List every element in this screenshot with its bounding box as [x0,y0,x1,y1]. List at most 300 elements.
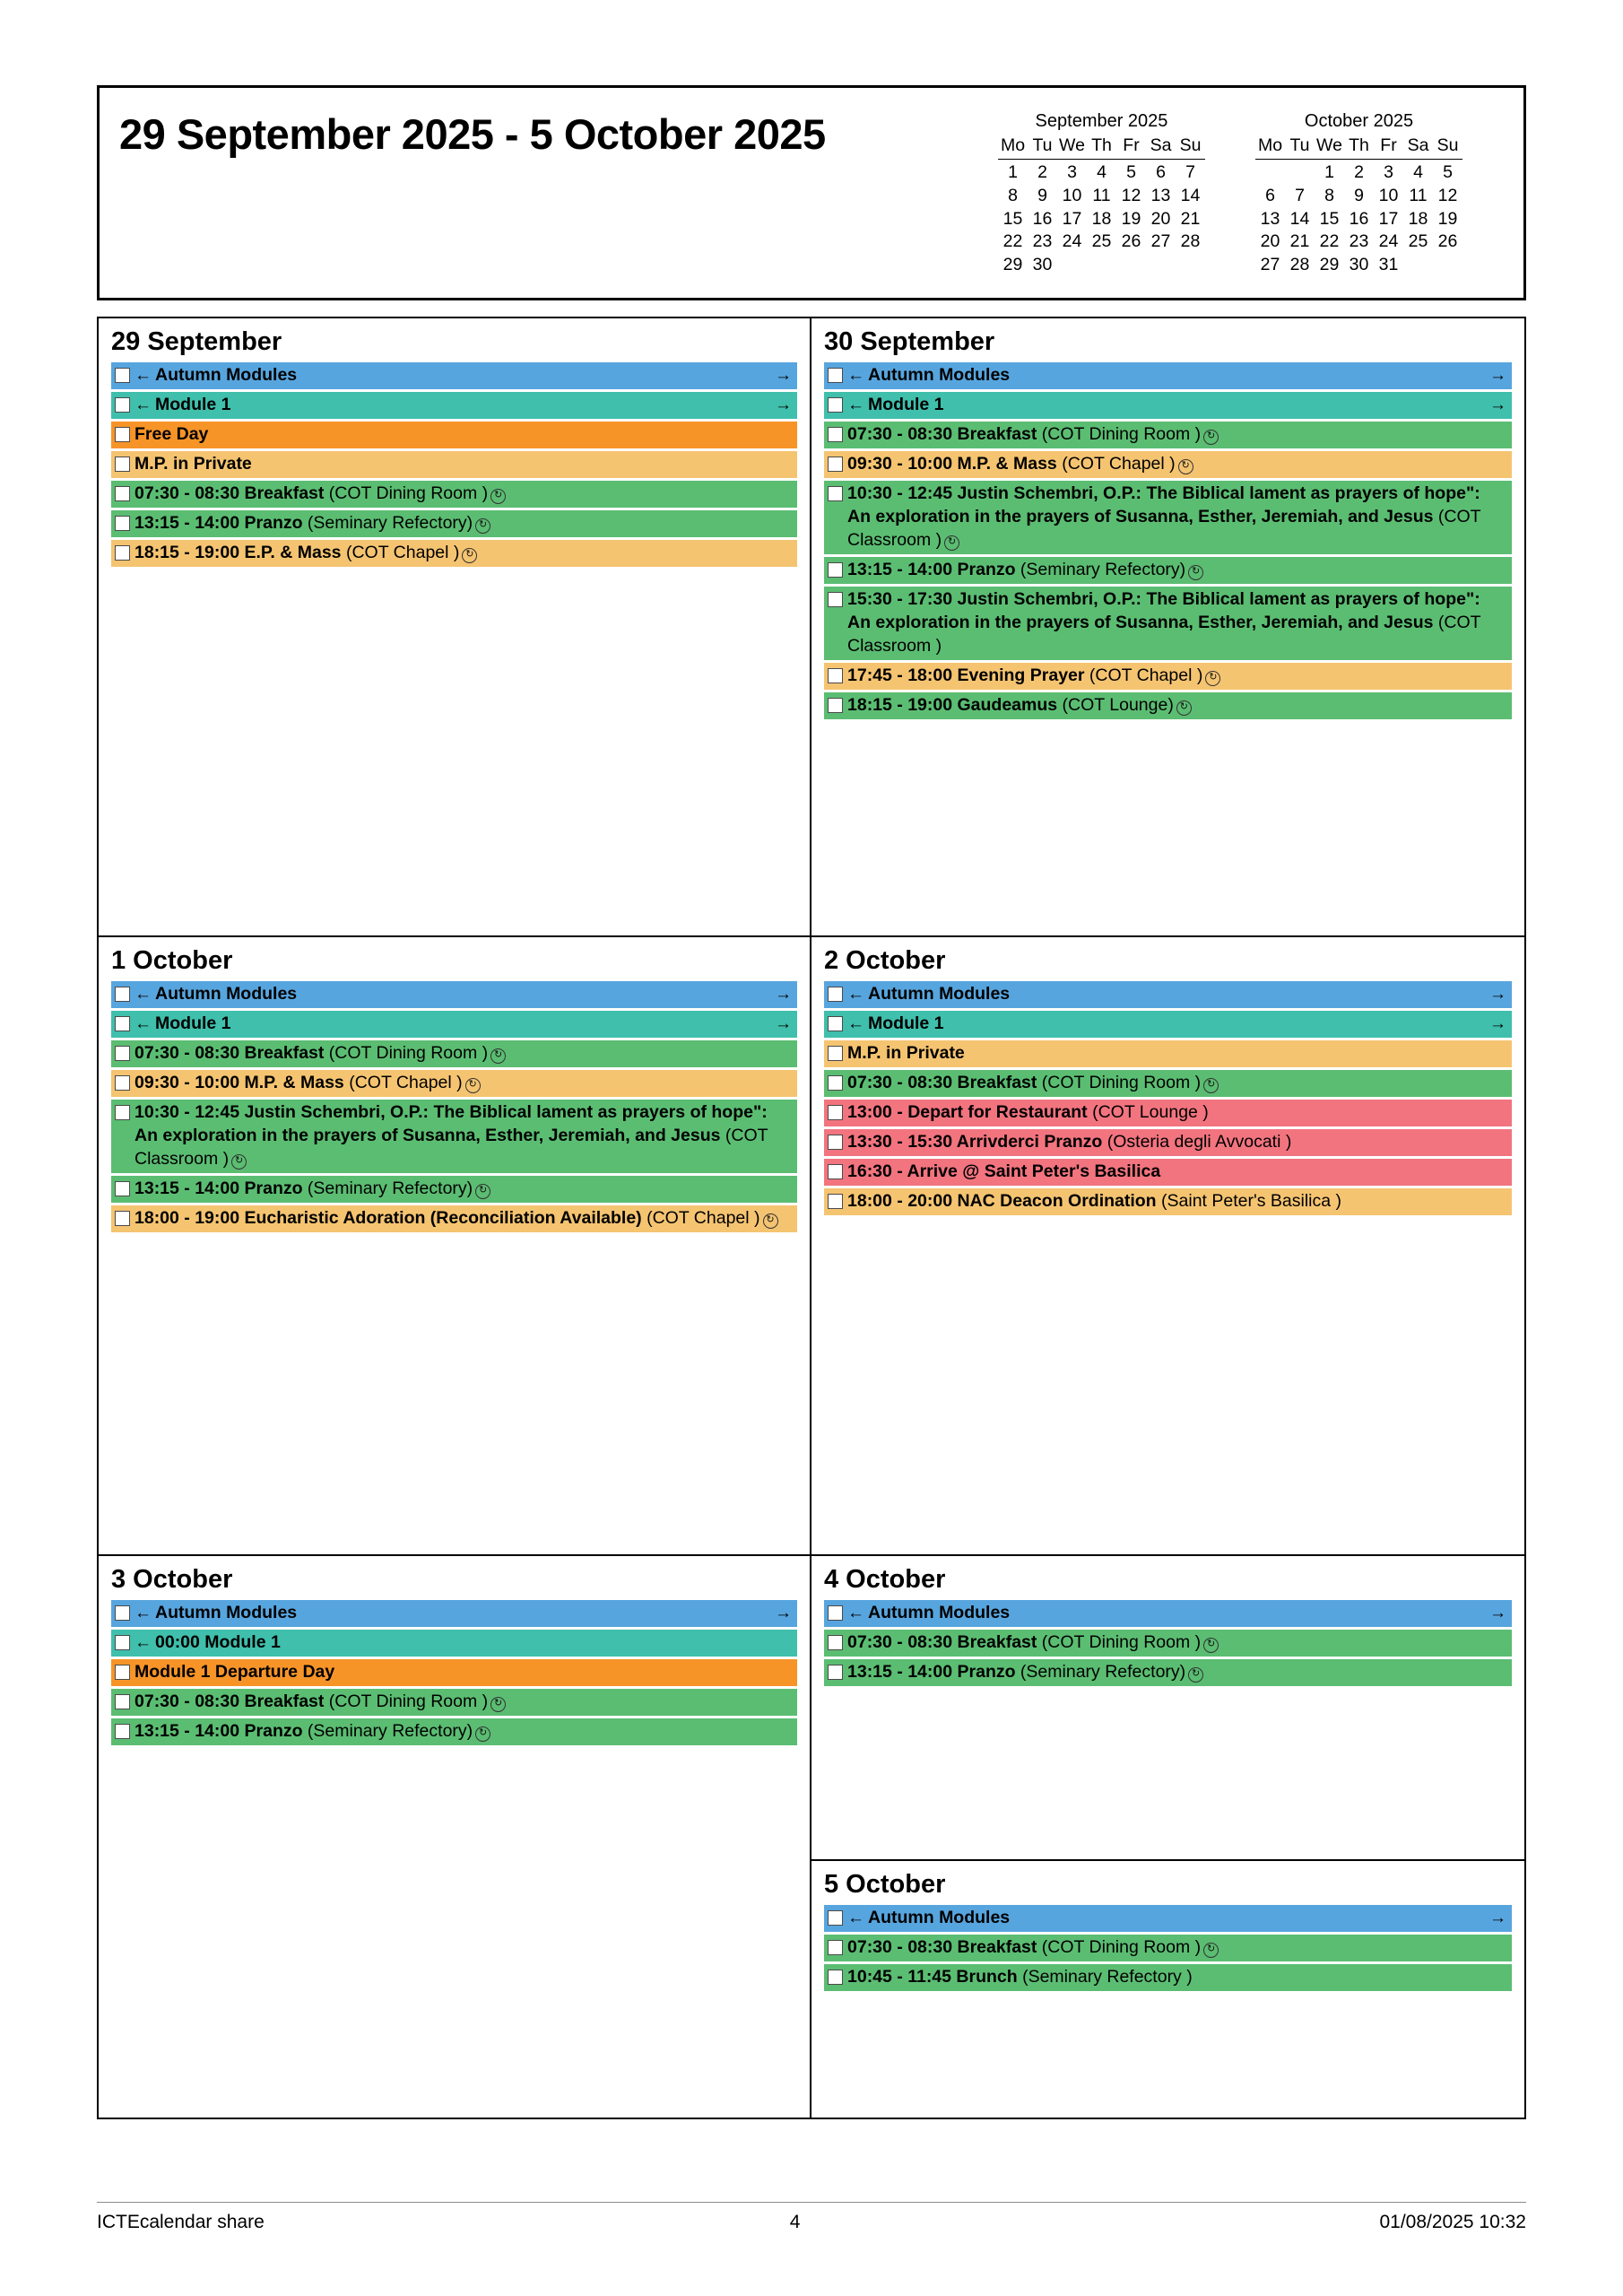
mini-month-day[interactable]: 11 [1092,185,1111,205]
mini-month [1255,109,1462,277]
weekday-label: Sa [1150,135,1172,156]
day-title: 4 October [824,1565,946,1594]
event-checkbox[interactable] [828,1046,843,1061]
mini-month-day[interactable]: 31 [1378,255,1399,275]
event-checkbox[interactable] [115,1605,130,1621]
mini-month-day[interactable]: 11 [1409,185,1428,205]
mini-month-day[interactable]: 24 [1378,231,1399,252]
mini-month-day[interactable]: 5 [1126,162,1136,183]
event-checkbox[interactable] [115,1105,130,1120]
day-cell-29-september [99,318,812,937]
event-checkbox[interactable] [828,1105,843,1120]
mini-month-day[interactable]: 28 [1289,255,1310,275]
event-checkbox[interactable] [115,545,130,561]
event-title: Justin Schembri, O.P.: The Biblical lament as prayers of hope": An exploration in the prayers of Susanna, Esther, Jeremiah, and Jesus [135,1102,768,1145]
event-location: (Seminary Refectory) [302,1178,473,1198]
calendar-event[interactable] [824,362,1512,389]
event-body [868,394,1510,417]
recurring-event-icon: ↻ [490,1697,506,1712]
mini-month-day[interactable] [1255,161,1285,185]
mini-month-day[interactable]: 4 [1413,162,1423,183]
calendar-event[interactable] [824,451,1512,478]
week-grid [97,317,1526,2119]
recurring-event-icon: ↻ [1203,1638,1219,1653]
calendar-event[interactable] [111,451,797,478]
calendar-event[interactable] [111,540,797,567]
mini-month-day[interactable]: 29 [1319,255,1340,275]
mini-month-weekday-row [998,135,1205,160]
calendar-event[interactable] [111,1689,797,1716]
calendar-event[interactable] [824,1011,1512,1038]
event-list [111,1600,797,1745]
mini-month-day[interactable]: 29 [1002,255,1023,275]
event-body [135,1661,795,1684]
calendar-event[interactable] [824,1188,1512,1215]
continues-from-previous-day-icon: ← [135,366,152,385]
calendar-event[interactable] [111,392,797,419]
event-time: 13:15 - 14:00 [135,1178,245,1198]
weekday-label: Sa [1407,135,1429,156]
event-body [135,542,795,565]
event-checkbox[interactable] [115,987,130,1002]
mini-month-day[interactable]: 9 [1037,185,1047,205]
continues-from-previous-day-icon: ← [847,1909,864,1927]
mini-month-day[interactable]: 14 [1289,208,1310,229]
event-title: Breakfast [957,1632,1037,1652]
recurring-event-icon: ↻ [475,1184,490,1199]
day-title: 30 September [824,327,995,356]
weekday-label: We [1059,135,1085,156]
mini-month-day[interactable] [1057,254,1087,277]
event-body [868,1602,1510,1625]
mini-month-day[interactable]: 17 [1062,208,1082,229]
mini-month-day[interactable]: 1 [1324,162,1334,183]
mini-month-day[interactable]: 22 [1002,231,1023,252]
page-title: 29 September 2025 - 5 October 2025 [119,110,826,158]
calendar-event[interactable] [824,692,1512,719]
recurring-event-icon: ↻ [231,1154,247,1170]
event-list [824,1600,1512,1686]
event-location: (Seminary Refectory) [302,1721,473,1741]
calendar-event[interactable] [111,481,797,508]
mini-month-day[interactable] [1116,254,1146,277]
mini-month-day[interactable]: 6 [1265,185,1275,205]
event-location: (Seminary Refectory) [302,513,473,533]
event-time: 13:15 - 14:00 [135,513,245,533]
event-title: Arrivderci Pranzo [956,1132,1103,1152]
mini-month-day[interactable]: 14 [1180,185,1201,205]
mini-month-day[interactable]: 13 [1260,208,1280,229]
event-title: Pranzo [244,1721,303,1741]
event-checkbox[interactable] [115,397,130,413]
event-checkbox[interactable] [115,1694,130,1709]
mini-month-day[interactable]: 6 [1156,162,1166,183]
mini-month-day[interactable]: 2 [1354,162,1364,183]
continues-to-next-day-icon: → [1489,1014,1506,1033]
weekday-label: Fr [1380,135,1397,156]
event-body [847,453,1510,476]
event-checkbox[interactable] [828,562,843,578]
event-checkbox[interactable] [115,1016,130,1031]
event-time: 13:00 - [847,1102,908,1122]
calendar-event[interactable] [824,981,1512,1008]
event-checkbox[interactable] [828,368,843,383]
mini-month-day[interactable]: 20 [1150,208,1171,229]
footer-source: ICTEcalendar share [97,2212,265,2232]
event-body [155,364,795,387]
mini-month-day[interactable] [1403,254,1433,277]
event-location: (COT Chapel ) [1056,454,1176,474]
event-location: (COT Dining Room ) [1037,1073,1202,1092]
event-title: Breakfast [957,1073,1037,1092]
continues-to-next-day-icon: → [775,366,792,385]
mini-month-week-row [998,208,1205,231]
mini-month-weekday-row [1255,135,1462,160]
event-body [847,1131,1510,1154]
event-location: (COT Dining Room ) [1037,1937,1202,1957]
calendar-event[interactable] [111,1011,797,1038]
calendar-event[interactable] [824,481,1512,554]
event-checkbox[interactable] [115,368,130,383]
mini-month-day[interactable]: 17 [1378,208,1399,229]
mini-month-week-row [1255,185,1462,208]
weekday-label: Fr [1123,135,1140,156]
event-checkbox[interactable] [115,427,130,442]
calendar-event[interactable] [824,587,1512,660]
calendar-event[interactable] [824,557,1512,584]
day-cell-3-october [99,1556,812,2118]
day-cell-1-october [99,937,812,1556]
event-checkbox[interactable] [115,1181,130,1196]
event-body [847,559,1510,582]
event-body [135,1042,795,1065]
mini-month-day[interactable]: 21 [1289,231,1310,252]
recurring-event-icon: ↻ [1188,565,1203,580]
event-checkbox[interactable] [115,1665,130,1680]
mini-month-day[interactable]: 10 [1378,185,1399,205]
mini-month-day[interactable]: 18 [1091,208,1112,229]
event-body [847,665,1510,688]
continues-to-next-day-icon: → [775,1014,792,1033]
mini-month-day[interactable]: 19 [1437,208,1458,229]
recurring-event-icon: ↻ [1203,430,1219,445]
mini-month-day[interactable]: 2 [1037,162,1047,183]
event-location: (COT Chapel ) [1084,665,1203,685]
mini-month-day[interactable]: 30 [1349,255,1369,275]
event-title: Justin Schembri, O.P.: The Biblical lament as prayers of hope": An exploration in the prayers of Susanna, Esther, Jeremiah, and Jesus [847,483,1480,526]
event-title: Autumn Modules [155,1603,298,1622]
event-location: (Seminary Refectory) [1015,559,1186,579]
event-location: (COT Dining Room ) [324,483,489,503]
mini-month-day[interactable]: 13 [1150,185,1171,205]
continues-from-previous-day-icon: ← [135,1604,152,1622]
calendar-event[interactable] [111,1070,797,1097]
event-checkbox[interactable] [828,427,843,442]
recurring-event-icon: ↻ [462,548,477,563]
mini-month-day[interactable]: 20 [1260,231,1280,252]
event-body [847,1936,1510,1960]
event-body [155,1013,795,1036]
event-title: E.P. & Mass [244,543,342,562]
mini-month-day[interactable]: 21 [1180,208,1201,229]
calendar-event[interactable] [824,1070,1512,1097]
mini-month-day[interactable]: 25 [1408,231,1428,252]
event-title: Module 1 [155,1013,231,1033]
mini-month-day[interactable]: 16 [1032,208,1053,229]
calendar-event[interactable] [824,392,1512,419]
event-title: Gaudeamus [957,694,1058,715]
mini-month-title: October 2025 [1304,111,1414,131]
mini-month-day[interactable]: 15 [1319,208,1340,229]
calendar-event[interactable] [824,1040,1512,1067]
continues-to-next-day-icon: → [775,1604,792,1622]
event-title: Pranzo [957,1662,1016,1682]
event-checkbox[interactable] [115,1635,130,1650]
event-title: Module 1 [868,1013,944,1033]
mini-month-day[interactable]: 22 [1319,231,1340,252]
event-checkbox[interactable] [828,987,843,1002]
event-location: (COT Dining Room ) [324,1692,489,1711]
mini-month-day[interactable]: 23 [1349,231,1369,252]
mini-month-day[interactable]: 26 [1437,231,1458,252]
calendar-event[interactable] [111,1176,797,1203]
continues-from-previous-day-icon: ← [847,1014,864,1033]
calendar-event[interactable] [111,422,797,448]
mini-month-week-row [1255,254,1462,277]
calendar-event[interactable] [111,1100,797,1173]
mini-month-day[interactable]: 24 [1062,231,1082,252]
event-checkbox[interactable] [828,668,843,683]
weekday-label: Mo [1000,135,1026,156]
event-body [135,512,795,535]
event-body [135,1720,795,1744]
continues-from-previous-day-icon: ← [135,1014,152,1033]
mini-month-day[interactable]: 4 [1097,162,1107,183]
event-title: Pranzo [957,559,1016,579]
event-body [847,1661,1510,1684]
event-checkbox[interactable] [828,1135,843,1150]
weekday-label: Tu [1289,135,1310,156]
mini-month-day[interactable] [1433,254,1462,277]
mini-month-day[interactable]: 25 [1091,231,1112,252]
event-body [135,453,795,476]
mini-month-week-row [1255,208,1462,231]
calendar-event[interactable] [824,1659,1512,1686]
calendar-event[interactable] [111,1630,797,1657]
event-title: Autumn Modules [868,984,1011,1004]
calendar-event[interactable] [824,1630,1512,1657]
event-list [111,981,797,1232]
event-checkbox[interactable] [828,592,843,607]
event-title: Breakfast [957,1937,1037,1957]
event-checkbox[interactable] [115,1075,130,1091]
event-checkbox[interactable] [115,486,130,501]
mini-month-day[interactable]: 19 [1121,208,1141,229]
event-checkbox[interactable] [828,1910,843,1926]
calendar-event[interactable] [111,1040,797,1067]
mini-month-day[interactable]: 30 [1032,255,1053,275]
calendar-event[interactable] [111,1205,797,1232]
mini-month-day[interactable] [1146,254,1176,277]
mini-month-day[interactable] [1176,254,1205,277]
event-title: Arrive @ Saint Peter's Basilica [907,1161,1161,1181]
event-body [135,1691,795,1714]
event-checkbox[interactable] [828,1970,843,1985]
event-checkbox[interactable] [828,1635,843,1650]
event-location: (COT Lounge) [1057,694,1174,715]
event-location: (COT Chapel ) [341,543,460,562]
calendar-event[interactable] [824,1905,1512,1932]
event-title: Autumn Modules [868,1603,1011,1622]
event-checkbox[interactable] [828,1194,843,1209]
event-checkbox[interactable] [115,516,130,531]
mini-month-day[interactable]: 16 [1349,208,1369,229]
mini-month-day[interactable]: 8 [1008,185,1018,205]
mini-month-day[interactable]: 27 [1150,231,1171,252]
calendar-event[interactable] [824,1159,1512,1186]
mini-month-day[interactable]: 1 [1008,162,1018,183]
event-title: Autumn Modules [155,365,298,385]
event-title: Breakfast [244,1692,325,1711]
event-title: Autumn Modules [155,984,298,1004]
recurring-event-icon: ↻ [1205,671,1220,686]
mini-month-day[interactable]: 8 [1324,185,1334,205]
calendar-event[interactable] [111,1600,797,1627]
event-time: 07:30 - 08:30 [135,483,245,503]
event-body [135,1207,795,1231]
recurring-event-icon: ↻ [1203,1943,1219,1958]
mini-month-day[interactable]: 7 [1295,185,1305,205]
mini-month-day[interactable] [1087,254,1116,277]
mini-month-day[interactable] [1285,161,1315,185]
event-checkbox[interactable] [828,486,843,501]
calendar-event[interactable] [111,981,797,1008]
event-body [847,1101,1510,1125]
event-title: M.P. in Private [847,1043,965,1063]
event-body [135,1072,795,1095]
event-location: (Saint Peter's Basilica ) [1156,1191,1341,1211]
event-body [847,694,1510,718]
continues-from-previous-day-icon: ← [135,396,152,414]
event-location: (COT Classroom ) [847,612,1481,656]
event-time: 07:30 - 08:30 [847,424,958,444]
mini-month-day[interactable]: 12 [1121,185,1141,205]
calendar-event[interactable] [111,362,797,389]
mini-month-day[interactable]: 3 [1067,162,1077,183]
event-title: NAC Deacon Ordination [957,1191,1157,1211]
day-cell-2-october [812,937,1524,1556]
recurring-event-icon: ↻ [490,489,506,504]
continues-to-next-day-icon: → [1489,1604,1506,1622]
event-title: Justin Schembri, O.P.: The Biblical lament as prayers of hope": An exploration in the prayers of Susanna, Esther, Jeremiah, and Jesus [847,588,1480,632]
event-checkbox[interactable] [828,1016,843,1031]
event-checkbox[interactable] [828,1075,843,1091]
event-title: Autumn Modules [868,365,1011,385]
event-checkbox[interactable] [115,457,130,472]
calendar-event[interactable] [824,663,1512,690]
weekday-label: Su [1179,135,1202,156]
event-time: 13:15 - 14:00 [847,559,958,579]
event-checkbox[interactable] [828,397,843,413]
event-checkbox[interactable] [115,1211,130,1226]
event-checkbox[interactable] [828,1605,843,1621]
calendar-event[interactable] [824,1129,1512,1156]
mini-month-day[interactable]: 3 [1384,162,1393,183]
mini-month-week-row [998,230,1205,254]
event-checkbox[interactable] [115,1724,130,1739]
mini-month-day[interactable]: 5 [1443,162,1453,183]
weekday-label: Su [1436,135,1459,156]
mini-month-day[interactable]: 15 [1002,208,1023,229]
event-time: 00:00 [155,1632,205,1652]
event-location: (COT Classroom ) [847,506,1481,550]
event-title: Breakfast [244,483,325,503]
event-time: 18:00 - 19:00 [135,1207,245,1228]
event-list [824,362,1512,719]
event-checkbox[interactable] [828,1940,843,1955]
event-time: 15:30 - 17:30 [847,588,958,609]
event-title: Module 1 [868,395,944,414]
event-time: 07:30 - 08:30 [847,1632,958,1652]
mini-month-day[interactable]: 12 [1437,185,1458,205]
mini-month [998,109,1205,277]
mini-month-day[interactable]: 7 [1185,162,1195,183]
calendar-event[interactable] [111,510,797,537]
mini-month-week-row [998,254,1205,277]
event-body [135,1101,795,1171]
continues-to-next-day-icon: → [775,985,792,1004]
event-checkbox[interactable] [115,1046,130,1061]
calendar-page [97,85,1526,2197]
mini-month-day[interactable]: 28 [1180,231,1201,252]
event-title: Module 1 Departure Day [135,1662,335,1682]
event-body [847,483,1510,552]
event-body [847,1631,1510,1655]
mini-month-day[interactable]: 9 [1354,185,1364,205]
event-title: Brunch [956,1967,1018,1987]
event-checkbox[interactable] [828,1164,843,1179]
mini-month-day[interactable]: 23 [1032,231,1053,252]
event-body [155,983,795,1006]
calendar-event[interactable] [824,1100,1512,1126]
mini-month-day[interactable]: 18 [1408,208,1428,229]
event-body [155,394,795,417]
event-body [135,1178,795,1201]
calendar-event[interactable] [111,1718,797,1745]
event-checkbox[interactable] [828,698,843,713]
mini-month-day[interactable]: 26 [1121,231,1141,252]
mini-calendars [998,100,1462,277]
calendar-event[interactable] [824,1935,1512,1961]
event-time: 07:30 - 08:30 [135,1043,245,1063]
mini-month-day[interactable]: 10 [1062,185,1082,205]
event-title: Module 1 [204,1632,281,1652]
event-checkbox[interactable] [828,457,843,472]
event-checkbox[interactable] [828,1665,843,1680]
event-title: M.P. & Mass [957,454,1057,474]
footer-page-number: 4 [789,2212,801,2232]
calendar-event[interactable] [824,422,1512,448]
day-title: 29 September [111,327,282,356]
calendar-event[interactable] [111,1659,797,1686]
mini-month-week-row [1255,230,1462,254]
calendar-event[interactable] [824,1964,1512,1991]
continues-to-next-day-icon: → [775,396,792,414]
continues-from-previous-day-icon: ← [847,366,864,385]
calendar-event[interactable] [824,1600,1512,1627]
mini-month-day[interactable]: 27 [1260,255,1280,275]
event-time: 09:30 - 10:00 [847,454,958,474]
